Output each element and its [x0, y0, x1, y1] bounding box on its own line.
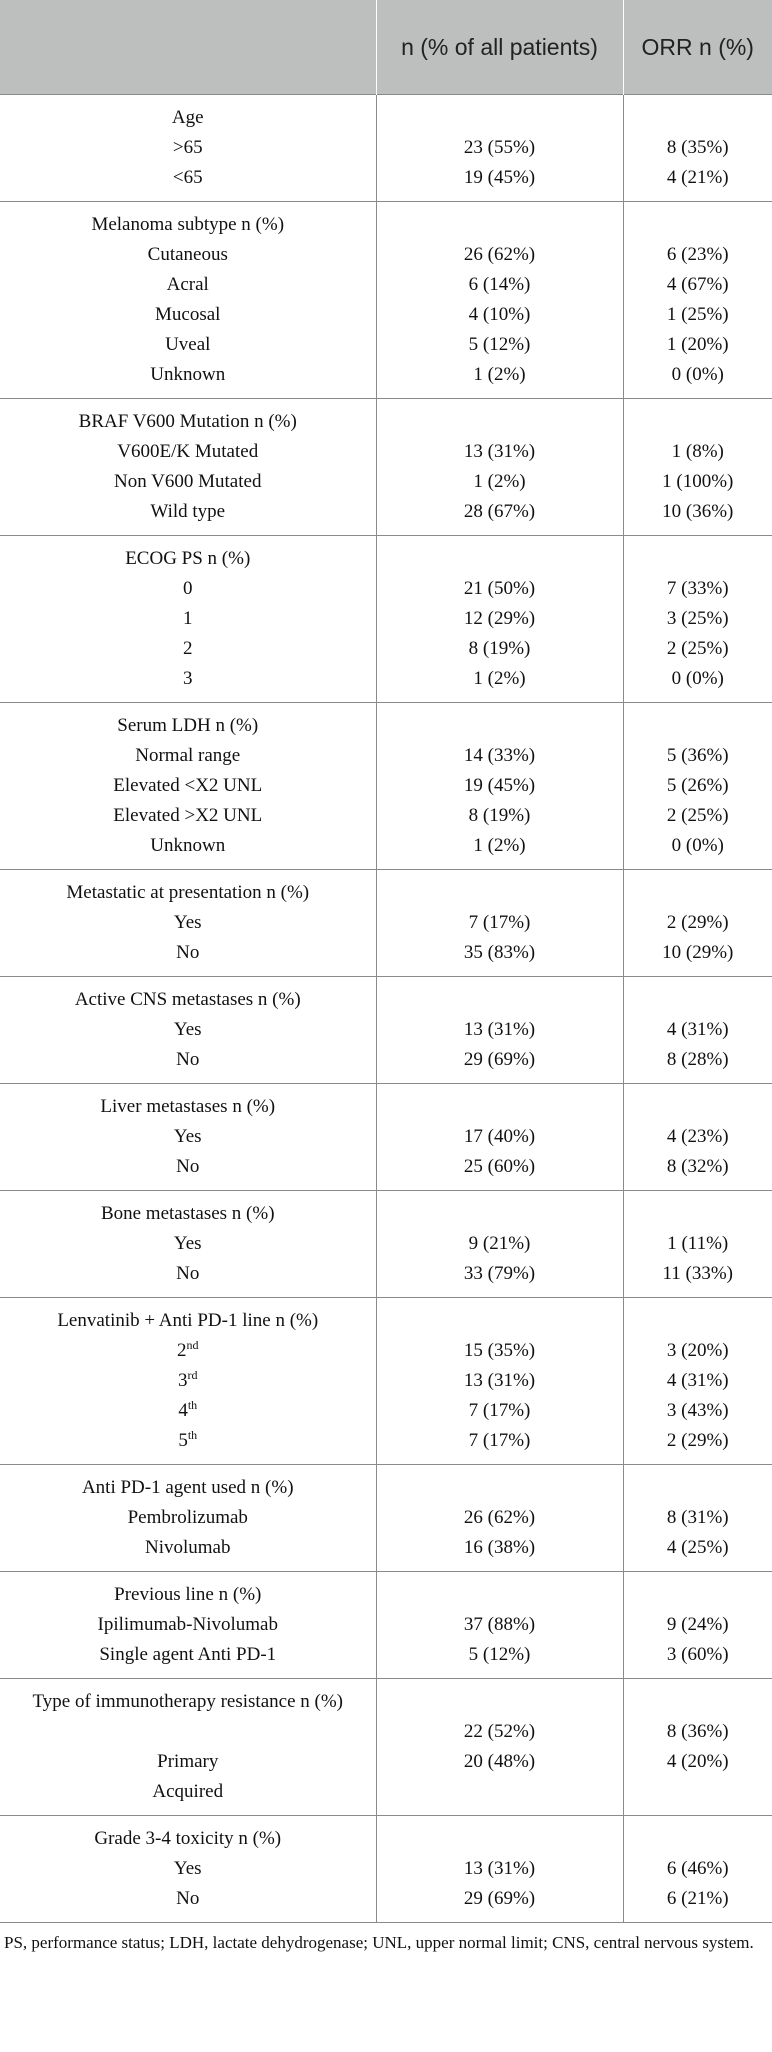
n-percent-value: 33 (79%): [463, 1263, 536, 1284]
row-label-number: 4: [178, 1400, 188, 1421]
spacer: [381, 544, 619, 574]
n-percent-value: 6 (14%): [468, 274, 531, 295]
n-percent-value: 1 (2%): [473, 471, 526, 492]
orr-value: 6 (23%): [666, 244, 729, 265]
orr-value: 3 (43%): [666, 1400, 729, 1421]
orr-value: 3 (60%): [666, 1644, 729, 1665]
table-row: [0, 1465, 772, 1572]
spacer: [628, 407, 769, 437]
row-label: Elevated >X2 UNL: [113, 805, 263, 826]
n-percent-value: 13 (31%): [463, 1370, 536, 1391]
row-label: <65: [172, 167, 203, 188]
orr-value: 4 (25%): [666, 1537, 729, 1558]
n-percent-value: 5 (12%): [468, 1644, 531, 1665]
orr-cell: [623, 1816, 772, 1923]
n-percent-cell: [376, 1816, 623, 1923]
n-percent-value: 4 (10%): [468, 304, 531, 325]
orr-value: 1 (25%): [666, 304, 729, 325]
n-percent-value: 19 (45%): [463, 167, 536, 188]
n-percent-value: 13 (31%): [463, 441, 536, 462]
orr-cell: [623, 202, 772, 399]
n-percent-value: 8 (19%): [468, 638, 531, 659]
row-label: Acral: [166, 274, 209, 295]
spacer: [628, 1824, 769, 1854]
row-label: No: [176, 1888, 200, 1909]
n-percent-value: 29 (69%): [463, 1049, 536, 1070]
characteristic-cell: [0, 1572, 376, 1679]
orr-value: 4 (23%): [666, 1126, 729, 1147]
row-label: Unknown: [150, 835, 226, 856]
n-percent-value: 35 (83%): [463, 942, 536, 963]
orr-value: 8 (32%): [666, 1156, 729, 1177]
orr-value: 2 (29%): [666, 1430, 729, 1451]
spacer: [628, 1473, 769, 1503]
orr-value: 7 (33%): [666, 578, 729, 599]
orr-value: 2 (25%): [666, 805, 729, 826]
row-label: [4, 1396, 372, 1426]
group-title: Type of immunotherapy resistance n (%): [32, 1691, 343, 1712]
row-label: No: [176, 1156, 200, 1177]
spacer: [628, 1580, 769, 1610]
n-percent-value: 13 (31%): [463, 1019, 536, 1040]
orr-value: 9 (24%): [666, 1614, 729, 1635]
row-label-number: 3: [178, 1370, 188, 1391]
n-percent-value: 29 (69%): [463, 1888, 536, 1909]
orr-value: 1 (8%): [671, 441, 724, 462]
table-row: [0, 977, 772, 1084]
row-label-ordinal: th: [187, 1428, 198, 1442]
table-row: [0, 1572, 772, 1679]
n-percent-value: 17 (40%): [463, 1126, 536, 1147]
orr-value: 0 (0%): [671, 668, 724, 689]
spacer: [381, 878, 619, 908]
spacer: [628, 985, 769, 1015]
table-row: [0, 202, 772, 399]
characteristic-cell: [0, 703, 376, 870]
group-title: Melanoma subtype n (%): [91, 214, 285, 235]
orr-value: 2 (29%): [666, 912, 729, 933]
row-label: 3: [183, 668, 193, 689]
spacer: [628, 210, 769, 240]
n-percent-value: 20 (48%): [463, 1751, 536, 1772]
table-row: [0, 1679, 772, 1816]
characteristic-cell: [0, 1816, 376, 1923]
n-percent-cell: [376, 977, 623, 1084]
spacer: [628, 1306, 769, 1336]
row-label: Elevated <X2 UNL: [113, 775, 263, 796]
row-label: 0: [183, 578, 193, 599]
row-label: Yes: [173, 1858, 202, 1879]
orr-value: 1 (20%): [666, 334, 729, 355]
row-label: [4, 1336, 372, 1366]
spacer: [628, 544, 769, 574]
n-percent-cell: [376, 1465, 623, 1572]
n-percent-value: 14 (33%): [463, 745, 536, 766]
spacer: [381, 1092, 619, 1122]
n-percent-value: 15 (35%): [463, 1340, 536, 1361]
header-orr: ORR n (%): [623, 0, 772, 95]
n-percent-value: 16 (38%): [463, 1537, 536, 1558]
characteristic-cell: [0, 1084, 376, 1191]
row-label: Yes: [173, 912, 202, 933]
table-row: [0, 1084, 772, 1191]
n-percent-cell: [376, 1679, 623, 1816]
group-title: BRAF V600 Mutation n (%): [78, 411, 297, 432]
orr-cell: [623, 1572, 772, 1679]
table-row: [0, 1191, 772, 1298]
row-label: No: [176, 1049, 200, 1070]
group-title: Previous line n (%): [114, 1584, 262, 1605]
n-percent-value: 7 (17%): [468, 1430, 531, 1451]
characteristic-cell: [0, 399, 376, 536]
orr-value: 3 (25%): [666, 608, 729, 629]
n-percent-value: 21 (50%): [463, 578, 536, 599]
row-label: No: [176, 1263, 200, 1284]
characteristic-cell: [0, 1679, 376, 1816]
row-label: Single agent Anti PD-1: [99, 1644, 277, 1665]
row-label: >65: [172, 137, 203, 158]
orr-cell: [623, 95, 772, 202]
orr-cell: [623, 1191, 772, 1298]
table-row: [0, 536, 772, 703]
spacer: [381, 711, 619, 741]
spacer: [381, 985, 619, 1015]
row-label: Primary: [157, 1751, 219, 1772]
spacer: [381, 103, 619, 133]
table-row: [0, 399, 772, 536]
group-title: Bone metastases n (%): [100, 1203, 275, 1224]
n-percent-value: 26 (62%): [463, 1507, 536, 1528]
row-label-ordinal: th: [187, 1398, 198, 1412]
orr-value: 6 (21%): [666, 1888, 729, 1909]
orr-value: 4 (21%): [666, 167, 729, 188]
characteristic-cell: [0, 536, 376, 703]
orr-cell: [623, 1465, 772, 1572]
n-percent-value: 1 (2%): [473, 668, 526, 689]
orr-cell: [623, 703, 772, 870]
orr-cell: [623, 870, 772, 977]
row-label: Non V600 Mutated: [114, 471, 262, 492]
orr-cell: [623, 536, 772, 703]
n-percent-cell: [376, 870, 623, 977]
spacer: [628, 103, 769, 133]
n-percent-value: 9 (21%): [468, 1233, 531, 1254]
n-percent-cell: [376, 536, 623, 703]
orr-value: 4 (31%): [666, 1019, 729, 1040]
row-label-number: 2: [177, 1340, 187, 1361]
group-title: ECOG PS n (%): [125, 548, 251, 569]
orr-value: 0 (0%): [671, 835, 724, 856]
n-percent-value: 28 (67%): [463, 501, 536, 522]
orr-cell: [623, 1679, 772, 1816]
row-label: Mucosal: [155, 304, 221, 325]
orr-value: 4 (67%): [666, 274, 729, 295]
row-label: Acquired: [152, 1781, 224, 1802]
row-label: Yes: [173, 1126, 202, 1147]
n-percent-cell: [376, 1572, 623, 1679]
n-percent-value: 26 (62%): [463, 244, 536, 265]
orr-value: 4 (31%): [666, 1370, 729, 1391]
characteristic-cell: [0, 95, 376, 202]
group-title: Grade 3-4 toxicity n (%): [94, 1828, 282, 1849]
n-percent-cell: [376, 1084, 623, 1191]
orr-cell: [623, 399, 772, 536]
n-percent-value: 13 (31%): [463, 1858, 536, 1879]
table-row: [0, 1816, 772, 1923]
orr-value: 8 (28%): [666, 1049, 729, 1070]
characteristic-cell: [0, 977, 376, 1084]
spacer: [628, 878, 769, 908]
spacer: [628, 711, 769, 741]
spacer: [381, 1580, 619, 1610]
row-label: Nivolumab: [145, 1537, 231, 1558]
group-title: Serum LDH n (%): [117, 715, 259, 736]
orr-value: 4 (20%): [666, 1751, 729, 1772]
spacer: [381, 1687, 619, 1717]
n-percent-cell: [376, 1298, 623, 1465]
orr-value: 8 (36%): [666, 1721, 729, 1742]
n-percent-value: 5 (12%): [468, 334, 531, 355]
group-title: Anti PD-1 agent used n (%): [81, 1477, 294, 1498]
orr-value: 10 (36%): [662, 501, 734, 522]
group-title: Active CNS metastases n (%): [74, 989, 301, 1010]
n-percent-cell: [376, 95, 623, 202]
spacer: [381, 1306, 619, 1336]
row-label: Yes: [173, 1233, 202, 1254]
table-footnote: PS, performance status; LDH, lactate dehydrogenase; UNL, upper normal limit; CNS, central nervous system.: [4, 1933, 754, 1952]
row-label: Ipilimumab-Nivolumab: [97, 1614, 278, 1635]
row-label-ordinal: rd: [187, 1368, 198, 1382]
n-percent-value: 1 (2%): [473, 364, 526, 385]
table-header-row: [0, 0, 772, 95]
row-label: V600E/K Mutated: [117, 441, 259, 462]
orr-value: 10 (29%): [662, 942, 734, 963]
n-percent-value: 25 (60%): [463, 1156, 536, 1177]
row-label: Unknown: [150, 364, 226, 385]
header-n-percent: n (% of all patients): [376, 0, 623, 95]
spacer: [628, 1092, 769, 1122]
table-row: [0, 1298, 772, 1465]
orr-cell: [623, 1084, 772, 1191]
spacer: [628, 1199, 769, 1229]
characteristic-cell: [0, 1465, 376, 1572]
row-label-number: 5: [178, 1430, 188, 1451]
header-characteristic: [0, 0, 376, 95]
orr-cell: [623, 977, 772, 1084]
n-percent-value: 7 (17%): [468, 1400, 531, 1421]
table-row: [0, 703, 772, 870]
row-label-ordinal: nd: [186, 1338, 199, 1352]
table-body: [0, 95, 772, 1923]
orr-cell: [623, 1298, 772, 1465]
n-percent-value: 12 (29%): [463, 608, 536, 629]
table-row: [0, 870, 772, 977]
n-percent-cell: [376, 1191, 623, 1298]
n-percent-value: 19 (45%): [463, 775, 536, 796]
orr-value: 8 (35%): [666, 137, 729, 158]
row-label: Pembrolizumab: [127, 1507, 248, 1528]
table-row: [0, 95, 772, 202]
orr-value: 2 (25%): [666, 638, 729, 659]
row-label: Yes: [173, 1019, 202, 1040]
spacer: [381, 1199, 619, 1229]
n-percent-cell: [376, 202, 623, 399]
group-title: Metastatic at presentation n (%): [66, 882, 310, 903]
n-percent-value: 23 (55%): [463, 137, 536, 158]
spacer: [381, 407, 619, 437]
row-label: Uveal: [165, 334, 211, 355]
row-label: [4, 1426, 372, 1456]
spacer: [381, 1473, 619, 1503]
n-percent-value: 7 (17%): [468, 912, 531, 933]
orr-value: 6 (46%): [666, 1858, 729, 1879]
characteristic-cell: [0, 1298, 376, 1465]
group-title: Age: [171, 107, 204, 128]
n-percent-value: 8 (19%): [468, 805, 531, 826]
spacer: [628, 1687, 769, 1717]
row-label: No: [176, 942, 200, 963]
row-label: Wild type: [150, 501, 226, 522]
n-percent-value: 1 (2%): [473, 835, 526, 856]
row-label: [4, 1366, 372, 1396]
orr-value: 8 (31%): [666, 1507, 729, 1528]
spacer: [381, 1824, 619, 1854]
n-percent-cell: [376, 399, 623, 536]
orr-value: 5 (36%): [666, 745, 729, 766]
orr-value: 1 (100%): [662, 471, 734, 492]
row-label: Cutaneous: [147, 244, 228, 265]
spacer: [381, 210, 619, 240]
n-percent-cell: [376, 703, 623, 870]
characteristic-cell: [0, 202, 376, 399]
orr-value: 11 (33%): [662, 1263, 734, 1284]
orr-value: 3 (20%): [666, 1340, 729, 1361]
orr-value: 0 (0%): [671, 364, 724, 385]
row-label: 2: [183, 638, 193, 659]
orr-value: 5 (26%): [666, 775, 729, 796]
group-title: Liver metastases n (%): [100, 1096, 276, 1117]
row-label: 1: [183, 608, 193, 629]
row-label: Normal range: [135, 745, 241, 766]
group-title: Lenvatinib + Anti PD-1 line n (%): [57, 1310, 319, 1331]
orr-value: 1 (11%): [667, 1233, 729, 1254]
characteristic-cell: [0, 870, 376, 977]
n-percent-value: 22 (52%): [463, 1721, 536, 1742]
n-percent-value: 37 (88%): [463, 1614, 536, 1635]
characteristic-cell: [0, 1191, 376, 1298]
